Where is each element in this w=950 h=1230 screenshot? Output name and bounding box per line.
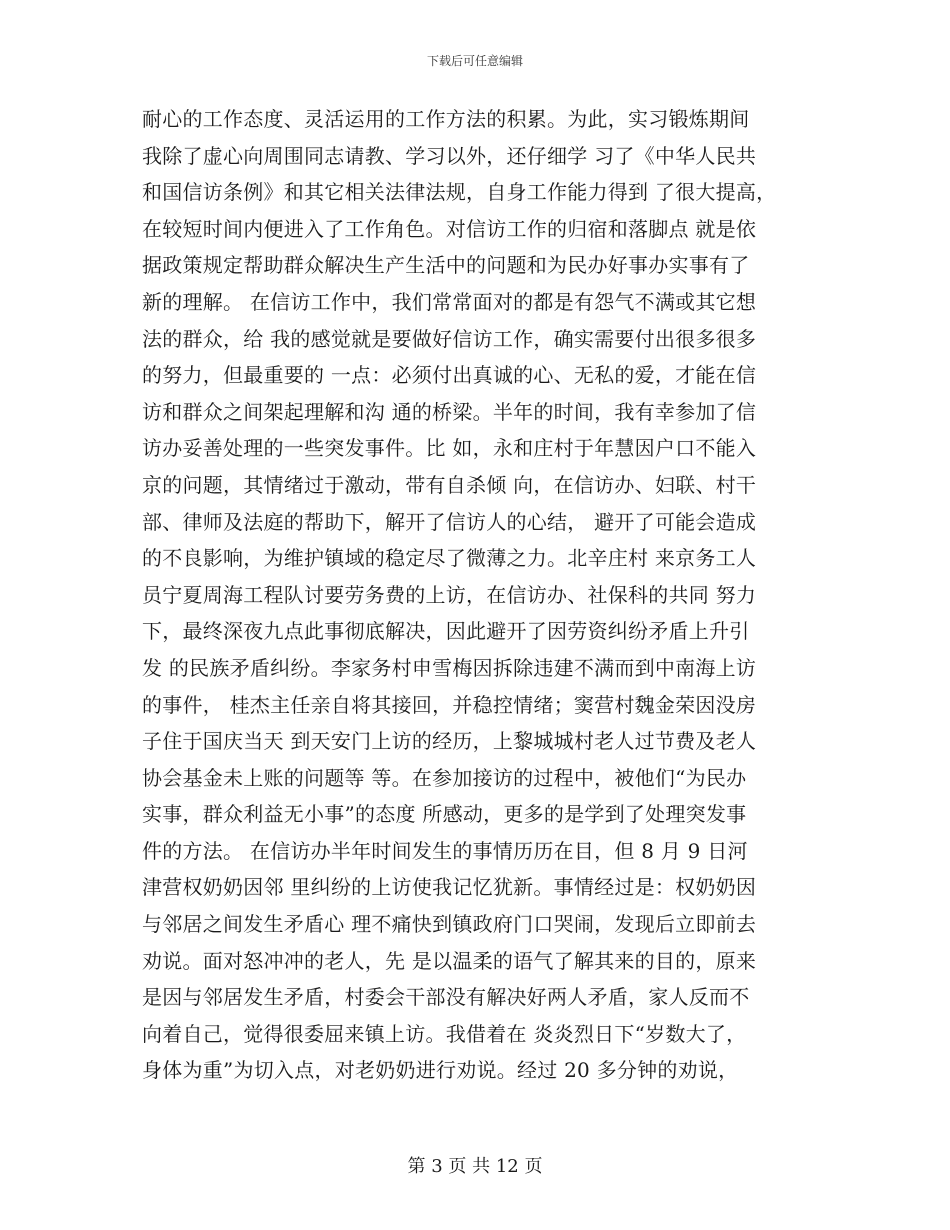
text-line: 件的方法。 在信访办半年时间发生的事情历历在目，但 8 月 9 日河 [142,838,748,863]
text-line: 发 的民族矛盾纠纷。李家务村申雪梅因拆除违建不满而到中南海上访 [142,655,757,680]
text-line: 津营权奶奶因邻 里纠纷的上访使我记忆犹新。事情经过是：权奶奶因 [142,875,757,900]
text-line: 的事件， 桂杰主任亲自将其接回，并稳控情绪；窦营村魏金荣因没房 [142,692,757,717]
text-line: 子住于国庆当天 到天安门上访的经历，上黎城城村老人过节费及老人 [142,729,757,754]
text-line: 访办妥善处理的一些突发事件。比 如，永和庄村于年慧因户口不能入 [142,436,757,461]
text-line: 据政策规定帮助群众解决生产生活中的问题和为民办好事办实事有了 [142,253,750,278]
text-line: 新的理解。 在信访工作中，我们常常面对的都是有怨气不满或其它想 [142,289,757,314]
text-line: 与邻居之间发生矛盾心 理不痛快到镇政府门口哭闹，发现后立即前去 [142,912,757,937]
text-line: 部、律师及法庭的帮助下，解开了信访人的心结， 避开了可能会造成 [142,509,757,534]
text-line: 实事，群众利益无小事”的态度 所感动，更多的是学到了处理突发事 [142,802,747,827]
text-line: 的不良影响，为维护镇域的稳定尽了微薄之力。北辛庄村 来京务工人 [142,546,757,571]
text-line: 京的问题，其情绪过于激动，带有自杀倾 向，在信访办、妇联、村干 [142,472,757,497]
text-line: 下，最终深夜九点此事彻底解决，因此避开了因劳资纠纷矛盾上升引 [142,619,750,644]
text-line: 劝说。面对怒冲冲的老人，先 是以温柔的语气了解其来的目的，原来 [142,948,757,973]
text-line: 和国信访条例》和其它相关法律法规，自身工作能力得到 了很大提高， [142,180,777,205]
text-line: 法的群众，给 我的感觉就是要做好信访工作，确实需要付出很多很多 [142,326,757,351]
text-line: 访和群众之间架起理解和沟 通的桥梁。半年的时间，我有幸参加了信 [142,399,757,424]
text-line: 在较短时间内便进入了工作角色。对信访工作的归宿和落脚点 就是依 [142,216,757,241]
text-line: 向着自己，觉得很委屈来镇上访。我借着在 炎炎烈日下“岁数大了， [142,1021,747,1046]
body-text [142,101,822,1089]
text-line: 耐心的工作态度、灵活运用的工作方法的积累。为此，实习锻炼期间 [142,107,750,131]
text-line: 身体为重”为切入点，对老奶奶进行劝说。经过 20 多分钟的劝说， [142,1058,739,1083]
page-header-note: 下载后可任意编辑 [426,54,523,68]
text-line: 我除了虚心向周围同志请教、学习以外，还仔细学 习了《中华人民共 [142,143,757,168]
text-line: 的努力，但最重要的 一点：必须付出真诚的心、无私的爱，才能在信 [142,363,757,388]
text-line: 协会基金未上账的问题等 等。在参加接访的过程中，被他们“为民办 [142,765,747,790]
text-line: 是因与邻居发生矛盾，村委会干部没有解决好两人矛盾，家人反而不 [142,985,750,1010]
page-number-footer: 第 3 页 共 12 页 [407,1156,543,1177]
text-line: 员宁夏周海工程队讨要劳务费的上访，在信访办、社保科的共同 努力 [142,582,757,607]
